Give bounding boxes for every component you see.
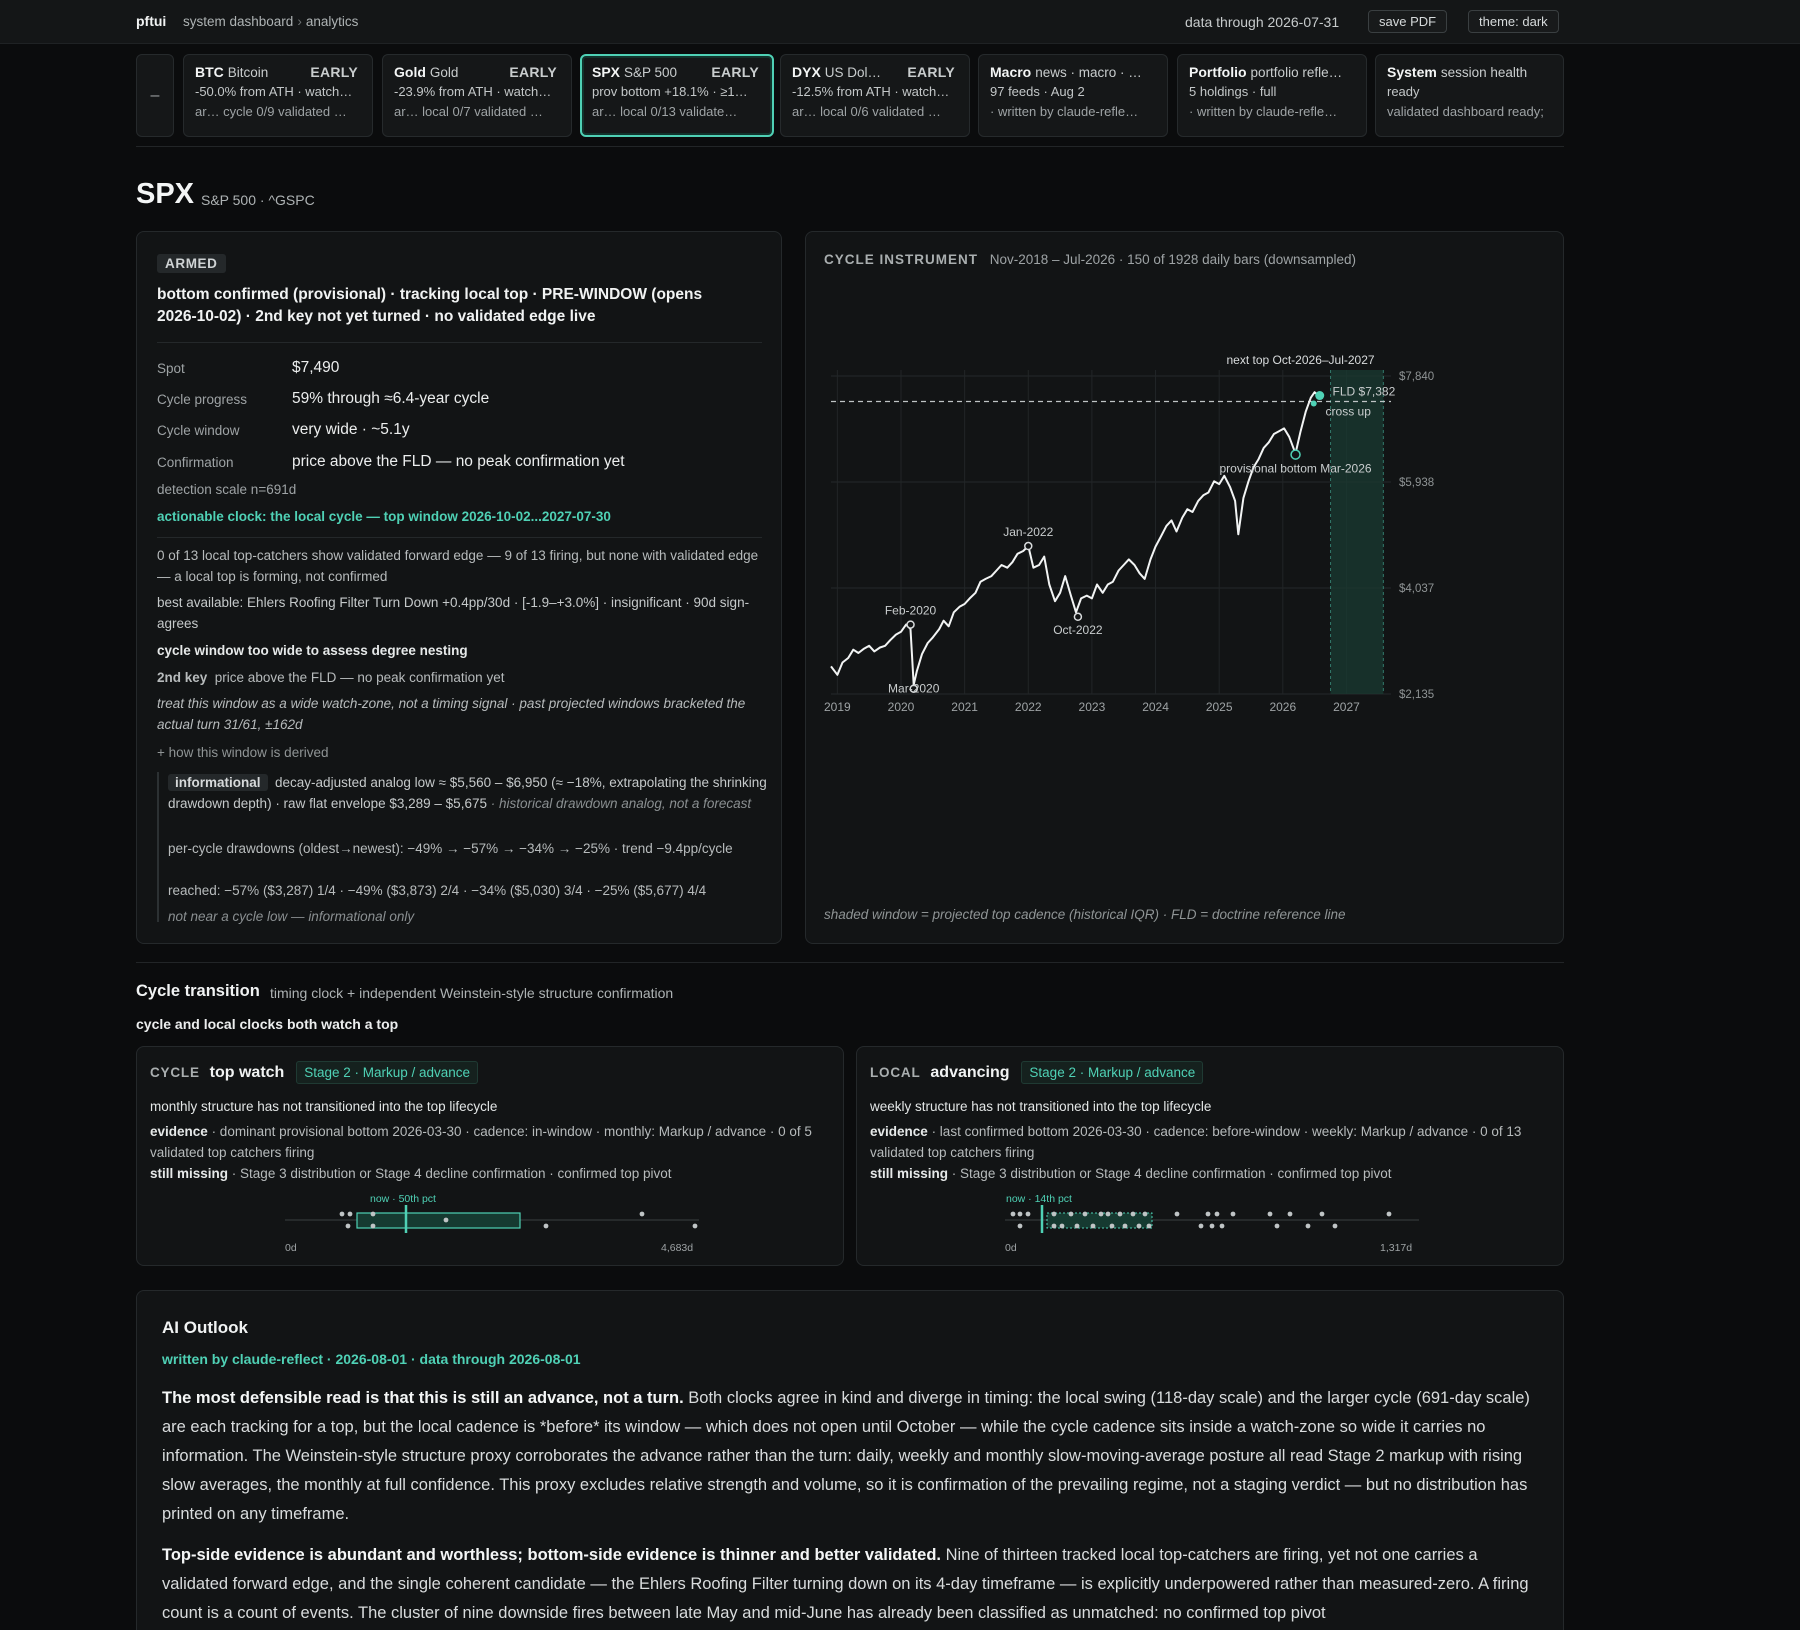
pivot-marker: [1074, 613, 1081, 620]
catchers-note: 0 of 13 local top-catchers show validated forward edge — 9 of 13 firing, but none with validated edge — a local top is forming, not confirmed: [157, 548, 759, 584]
tile-system[interactable]: [1375, 54, 1564, 137]
cycle-state: top watch: [209, 1064, 285, 1081]
top-bar: [0, 0, 1800, 44]
derive-toggle[interactable]: + how this window is derived: [157, 745, 329, 760]
tile-macro[interactable]: [978, 54, 1168, 137]
cycle-card-header: [150, 1064, 478, 1082]
fld-cross-marker: [1311, 401, 1317, 407]
strip-dot: [544, 1224, 549, 1229]
local-transition-card: [856, 1046, 1564, 1266]
strip-dot: [1011, 1212, 1016, 1217]
provisional-bottom-label: provisional bottom Mar-2026: [1219, 461, 1372, 476]
breadcrumb-analytics[interactable]: analytics: [305, 14, 359, 29]
informational-badge: informational: [168, 774, 268, 791]
local-state: advancing: [930, 1064, 1010, 1081]
cycle-chart-panel: [805, 231, 1564, 944]
strip-dot: [371, 1212, 376, 1217]
data-through-label: data through 2026-07-31: [1185, 14, 1340, 30]
strip-dot: [1147, 1224, 1152, 1229]
second-key-label: 2nd key: [157, 670, 208, 685]
x-tick-label: 2022: [1014, 700, 1042, 714]
tile-symbol: Macro: [990, 64, 1032, 80]
strip-dot: [640, 1212, 645, 1217]
axis-max-label: 4,683d: [661, 1242, 694, 1254]
second-key-row: [157, 668, 767, 689]
tile-symbol: BTC: [195, 64, 224, 80]
x-tick-label: 2020: [887, 700, 915, 714]
confirmation-label: Confirmation: [157, 455, 234, 470]
cycle-evidence: [150, 1121, 830, 1184]
ai-outlook-title: AI Outlook: [162, 1318, 248, 1337]
strip-dot: [1083, 1212, 1088, 1217]
x-tick-label: 2024: [1142, 700, 1169, 714]
strip-dot: [1333, 1224, 1338, 1229]
tile-badge: EARLY: [310, 64, 358, 80]
tile-symbol: SPX: [592, 64, 621, 80]
tile-line2: 5 holdings · full: [1189, 84, 1277, 99]
strip-dot: [693, 1224, 698, 1229]
local-missing-text: · Stage 3 distribution or Stage 4 decline confirmation · confirmed top pivot: [951, 1166, 1392, 1181]
tile-btc[interactable]: [183, 54, 373, 137]
tile-gold[interactable]: [382, 54, 572, 137]
x-tick-label: 2023: [1078, 700, 1106, 714]
cycle-transition-card: [136, 1046, 844, 1266]
strip-dot: [1215, 1212, 1220, 1217]
second-key-value: price above the FLD — no peak confirmation yet: [214, 670, 505, 685]
strip-dot: [1320, 1212, 1325, 1217]
strip-dot: [1131, 1212, 1136, 1217]
page-title: SPX: [136, 178, 195, 210]
strip-dot: [1099, 1212, 1104, 1217]
confirmation-value: price above the FLD — no peak confirmation yet: [292, 453, 625, 470]
cycle-summary: monthly structure has not transitioned into the top lifecycle: [150, 1099, 498, 1114]
tile-line3: ar… local 0/6 validated …: [792, 104, 941, 119]
projected-top-window: [1331, 370, 1384, 694]
window-value: very wide · ~5.1y: [292, 421, 410, 438]
tile-name: S&P 500: [624, 65, 678, 80]
jan-2022-label: Jan-2022: [1003, 525, 1054, 540]
next-top-label: next top Oct-2026–Jul-2027: [1226, 353, 1375, 367]
axis-max-label: 1,317d: [1380, 1242, 1413, 1254]
cycle-evidence-text: · dominant provisional bottom 2026-03-30 · cadence: in-window · monthly: Markup / advance · 0 of 5 validated top catchers firing: [150, 1124, 812, 1160]
tile-line3: ar… cycle 0/9 validated …: [195, 104, 347, 119]
actionable-clock: actionable clock: the local cycle — top window 2026-10-02...2027-07-30: [157, 509, 611, 524]
paragraph-2-body: Nine of thirteen tracked local top-catchers are firing, yet not one carries a validated forward edge, and the single coherent candidate — the Ehlers Roofing Filter turning down on its 4-day timeframe — is explicitly underpowered rather than measured-zero. A firing count is a count of events. The cluster of nine downside fires between late May and mid-June has already been classified as unmatched: no confirmed top pivot: [162, 1546, 1529, 1622]
theme-toggle-button[interactable]: theme: dark: [1468, 10, 1559, 33]
local-summary: weekly structure has not transitioned into the top lifecycle: [870, 1099, 1212, 1114]
x-tick-label: 2021: [951, 700, 978, 714]
info-analog-text: decay-adjusted analog low ≈ $5,560 – $6,950 (≈ −18%, extrapolating the shrinking drawdown depth) · raw flat envelope $3,289 – $5,675: [168, 775, 767, 811]
strip-dot: [1118, 1212, 1123, 1217]
ai-outlook-panel: [136, 1290, 1564, 1630]
y-tick-label: $7,840: [1399, 371, 1435, 383]
strip-dot: [1268, 1212, 1273, 1217]
tile-name: US Dol…: [824, 65, 882, 80]
pivot-marker: [1291, 450, 1300, 459]
strip-dot: [348, 1212, 353, 1217]
detection-scale: detection scale n=691d: [157, 482, 297, 497]
strip-dot: [1052, 1212, 1057, 1217]
tile-symbol: DYX: [792, 64, 821, 80]
strip-dot: [340, 1212, 345, 1217]
info-analog: [168, 773, 768, 814]
now-label: now · 14th pct: [1006, 1193, 1072, 1205]
tile-line2: -50.0% from ATH · watch…: [195, 84, 353, 99]
strip-dot: [1075, 1224, 1080, 1229]
local-stage-badge: Stage 2 · Markup / advance: [1021, 1061, 1203, 1084]
tile-name: session health: [1440, 65, 1528, 80]
tile-symbol: System: [1387, 64, 1437, 80]
tile-line2: ready: [1387, 84, 1420, 99]
breadcrumb-separator: ›: [297, 14, 302, 29]
local-distribution-strip: [857, 1193, 1564, 1263]
tile-badge: EARLY: [509, 64, 557, 80]
cycle-missing-text: · Stage 3 distribution or Stage 4 decline confirmation · confirmed top pivot: [231, 1166, 672, 1181]
strip-dot: [1052, 1224, 1057, 1229]
cycle-stage-badge: Stage 2 · Markup / advance: [296, 1061, 478, 1084]
treat-note: treat this window as a wide watch-zone, not a timing signal · past projected windows bracketed the actual turn 31/61, ±162d: [157, 696, 746, 732]
progress-value: 59% through ≈6.4-year cycle: [292, 390, 490, 407]
strip-dot: [1026, 1212, 1031, 1217]
window-label: Cycle window: [157, 423, 240, 438]
strip-dot: [1220, 1224, 1225, 1229]
best-available: best available: Ehlers Roofing Filter Turn Down +0.4pp/30d · [-1.9–+3.0%] · insignificant · 90d sign-agrees: [157, 595, 750, 631]
tile-line2: -12.5% from ATH · watch…: [792, 84, 950, 99]
tile-line3: ar… local 0/7 validated …: [394, 104, 543, 119]
strip-dot: [1091, 1224, 1096, 1229]
cycle-missing-label: still missing: [150, 1166, 229, 1181]
x-tick-label: 2027: [1333, 700, 1360, 714]
paragraph-1-lead: The most defensible read is that this is still an advance, not a turn.: [162, 1389, 684, 1407]
tile-line3: ar… local 0/13 validate…: [592, 104, 738, 119]
strip-dot: [1123, 1224, 1128, 1229]
strip-dot: [1110, 1224, 1115, 1229]
x-tick-label: 2019: [824, 700, 851, 714]
divider: [136, 146, 1564, 147]
now-label: now · 50th pct: [370, 1193, 436, 1205]
axis-min-label: 0d: [285, 1242, 297, 1254]
tile-collapse[interactable]: –: [136, 54, 174, 137]
transition-title: Cycle transition: [136, 982, 260, 1000]
current-price-marker: [1315, 391, 1324, 400]
cycle-chart[interactable]: [806, 232, 1564, 872]
progress-label: Cycle progress: [157, 392, 248, 407]
page-subtitle: S&P 500 · ^GSPC: [201, 192, 315, 208]
strip-dot: [1387, 1212, 1392, 1217]
strip-dot: [1018, 1212, 1023, 1217]
paragraph-1-body: Both clocks agree in kind and diverge in timing: the local swing (118-day scale) and the larger cycle (691-day scale) are each tracking for a top, but the local cadence is *before* its window — which does not open until October — while the cycle cadence sits inside a watch-zone so wide it carries no information. The Weinstein-style structure proxy corroborates the advance rather than the turn: daily, weekly and monthly slow-moving-average posture all read Stage 2 markup with rising slow averages, the monthly at full confidence. This proxy excludes relative strength and volume, so it is confirmation of the prevailing regime, not a staging verdict — but no distribution has printed on any timeframe.: [162, 1389, 1530, 1523]
axis-min-label: 0d: [1005, 1242, 1017, 1254]
tile-symbol: Portfolio: [1189, 64, 1247, 80]
info-analog-note: · historical drawdown analog, not a forecast: [490, 795, 752, 811]
strip-dot: [1275, 1224, 1280, 1229]
info-rule: [157, 772, 159, 922]
info-reached: reached: −57% ($3,287) 1/4 · −49% ($3,873) 2/4 · −34% ($5,030) 3/4 · −25% ($5,677) 4/4: [168, 883, 707, 898]
strip-dot: [1137, 1224, 1142, 1229]
strip-dot: [1060, 1224, 1065, 1229]
cross-up-label: cross up: [1325, 404, 1371, 419]
x-tick-label: 2025: [1205, 700, 1233, 714]
tile-portfolio[interactable]: [1177, 54, 1367, 137]
save-pdf-button[interactable]: save PDF: [1368, 10, 1447, 33]
local-kind: LOCAL: [870, 1065, 921, 1080]
price-line: [831, 392, 1320, 685]
tile-line2: 97 feeds · Aug 2: [990, 84, 1085, 99]
tile-name: news · macro · …: [1035, 65, 1142, 80]
divider: [136, 962, 1564, 963]
armed-badge: ARMED: [157, 254, 226, 273]
spot-value: $7,490: [292, 359, 340, 376]
feb-2020-label: Feb-2020: [884, 603, 937, 618]
oct-2022-label: Oct-2022: [1053, 622, 1103, 637]
divider: [157, 537, 762, 538]
pivot-markers: [907, 391, 1324, 692]
strip-dot: [1069, 1212, 1074, 1217]
strip-dot: [1175, 1212, 1180, 1217]
breadcrumb: [183, 14, 358, 29]
divider: [157, 342, 762, 343]
x-tick-label: 2026: [1269, 700, 1297, 714]
strip-dot: [1206, 1212, 1211, 1217]
ai-outlook-paragraph-2: [162, 1541, 1532, 1628]
tile-symbol: Gold: [394, 64, 426, 80]
strip-dot: [1306, 1224, 1311, 1229]
pivot-marker: [907, 621, 914, 628]
cycle-evidence-label: evidence: [150, 1124, 208, 1139]
strip-dot: [371, 1224, 376, 1229]
nesting-note: cycle window too wide to assess degree nesting: [157, 643, 468, 658]
annotations: [885, 353, 1396, 696]
tile-line3: · written by claude-refle…: [990, 104, 1139, 119]
strip-dot: [1143, 1212, 1148, 1217]
tile-line2: prov bottom +18.1% · ≥1…: [592, 84, 748, 99]
transition-summary: cycle and local clocks both watch a top: [136, 1016, 399, 1032]
y-tick-label: $5,938: [1399, 477, 1435, 489]
tile-name: Bitcoin: [227, 65, 269, 80]
info-drawdowns: per-cycle drawdowns (oldest→newest): −49% → −57% → −34% → −25% · trend −9.4pp/cycle: [168, 841, 733, 856]
info-not-near: not near a cycle low — informational only: [168, 909, 415, 924]
cycle-kind: CYCLE: [150, 1065, 200, 1080]
tile-line3: · written by claude-refle…: [1189, 104, 1338, 119]
asset-tiles: [136, 54, 1564, 138]
y-tick-label: $2,135: [1399, 689, 1435, 701]
tile-line2: -23.9% from ATH · watch…: [394, 84, 552, 99]
tile-name: portfolio refle…: [1250, 65, 1343, 80]
tile-line3: validated dashboard ready;: [1387, 104, 1544, 119]
app-brand[interactable]: pftui: [136, 13, 167, 29]
local-evidence: [870, 1121, 1550, 1184]
local-missing-label: still missing: [870, 1166, 949, 1181]
tile-badge: EARLY: [907, 64, 955, 80]
tile-name: Gold: [429, 65, 459, 80]
status-headline: bottom confirmed (provisional) · tracking local top · PRE-WINDOW (opens 2026-10-02) · 2nd key not yet turned · no validated edge live: [157, 286, 703, 325]
chart-grid: [831, 370, 1391, 694]
fld-label: FLD $7,382: [1332, 384, 1396, 399]
tile-spx[interactable]: [580, 54, 774, 137]
tile-badge: EARLY: [711, 64, 759, 80]
strip-dot: [1210, 1224, 1215, 1229]
local-evidence-label: evidence: [870, 1124, 928, 1139]
transition-subtitle: timing clock + independent Weinstein-style structure confirmation: [270, 985, 674, 1001]
chart-meta: Nov-2018 – Jul-2026 · 150 of 1928 daily bars (downsampled): [989, 252, 1356, 267]
chart-footer: shaded window = projected top cadence (historical IQR) · FLD = doctrine reference line: [824, 907, 1346, 922]
strip-dot: [1018, 1224, 1023, 1229]
paragraph-2-lead: Top-side evidence is abundant and worthless; bottom-side evidence is thinner and better validated.: [162, 1546, 942, 1564]
strip-dot: [1199, 1224, 1204, 1229]
cycle-distribution-strip: [137, 1193, 844, 1263]
chart-title: CYCLE INSTRUMENT: [824, 252, 978, 267]
tile-dyx[interactable]: [780, 54, 970, 137]
breadcrumb-system-dashboard[interactable]: system dashboard: [183, 14, 294, 29]
summary-panel: [136, 231, 782, 944]
iqr-box: [357, 1213, 520, 1228]
strip-dot: [1231, 1212, 1236, 1217]
strip-dot: [346, 1224, 351, 1229]
strip-dot: [1288, 1212, 1293, 1217]
ai-outlook-byline: written by claude-reflect · 2026-08-01 · data through 2026-08-01: [162, 1351, 581, 1367]
ai-outlook-paragraph-1: [162, 1384, 1532, 1529]
pivot-marker: [1025, 543, 1032, 550]
spot-label: Spot: [157, 361, 185, 376]
local-card-header: [870, 1064, 1203, 1082]
strip-dot: [444, 1218, 449, 1223]
mar-2020-label: Mar-2020: [888, 681, 940, 696]
y-tick-label: $4,037: [1399, 583, 1435, 595]
local-evidence-text: · last confirmed bottom 2026-03-30 · cadence: before-window · weekly: Markup / advance · 0 of 13 validated top catchers firing: [870, 1124, 1522, 1160]
strip-dot: [1106, 1212, 1111, 1217]
